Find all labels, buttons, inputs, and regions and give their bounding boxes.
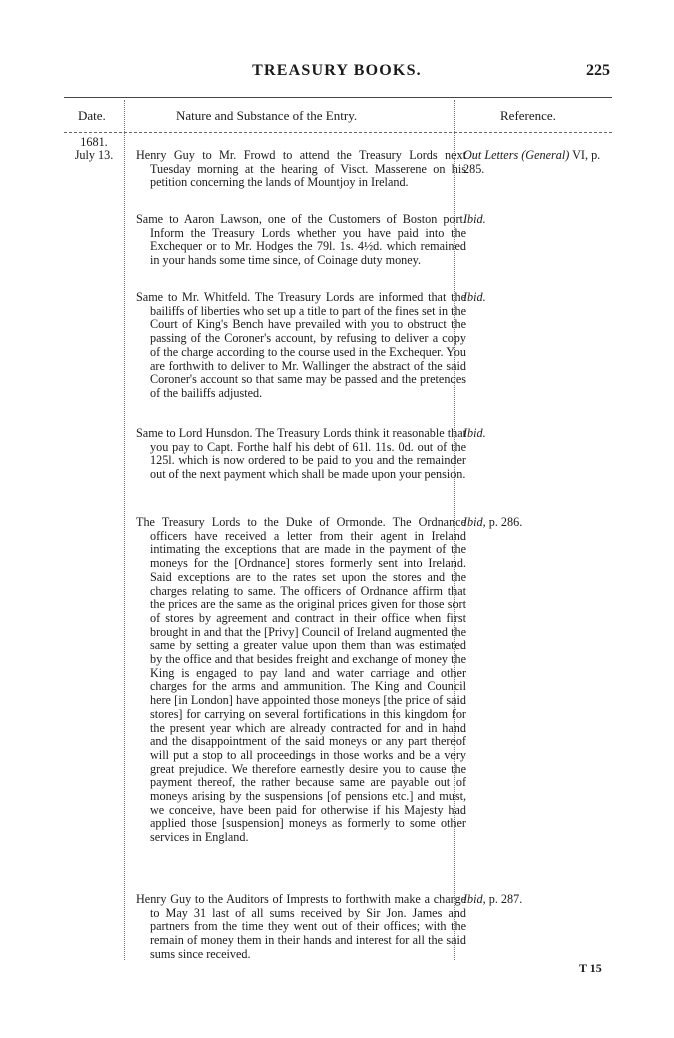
reference-italic: Ibid, (463, 515, 486, 529)
entry-text-5: The Treasury Lords to the Duke of Ormonde. The Ordnance officers have received a letter from their agent in Ireland intimating the exceptions that are made in the payment of the moneys for the [Ordnance] stores formerly sent into Ireland. Said exceptions are to the rates set upon the stores and the charges relating to same. The officers of Ordnance affirm that the prices are the same as the original prices given for those sort of stores by agreement and contract in their office when first brought in and that the [Privy] Council of Ireland augmented the same by setting a greater value upon them than was estimated by the office and that besides freight and exchange of money the King is engaged to pay land and water carriage and other charges for the arms and ammunition. The King and Council here [in London] have appointed those moneys [the price of said stores] for carrying on several fortifications in this kingdom for the present year which are already contracted for and in hand and the disappointment of the said moneys or any part thereof will put a stop to all proceedings in those works and be a very great prejudice. We therefore earnestly desire you to cause the payment thereof, the rather because same are payable out of moneys arising by the suspensions [of pensions etc.] and must, we conceive, have been paid for otherwise if his Majesty had applied those [suspension] moneys as formerly to some other services in England. (136, 515, 466, 845)
column-head-date: Date. (78, 108, 106, 123)
entry-reference-1 (463, 149, 613, 176)
page-number: 225 (586, 62, 610, 79)
reference-italic: Out Letters (General) (463, 148, 570, 162)
reference-italic: Ibid. (463, 426, 486, 440)
page-header (0, 62, 674, 82)
reference-italic: Ibid. (463, 290, 486, 304)
reference-plain: p. 287. (485, 892, 523, 906)
entry-reference-5 (463, 516, 613, 530)
reference-plain: p. 286. (485, 515, 523, 529)
entry-text-6: Henry Guy to the Auditors of Imprests to forthwith make a charge to May 31 last of all sums received by Sir Jon. James and partners from the time they went out of their offices; with the remain of money them in their hands and interest for all the said sums since received. (136, 892, 466, 961)
entry-year: 1681. (80, 135, 108, 149)
entry-text-4: Same to Lord Hunsdon. The Treasury Lords think it reasonable that you pay to Capt. Forthe half his debt of 61l. 11s. 0d. out of the 125l. which is now ordered to be paid to you and the remainder out of the next payment which shall be made upon your pension. (136, 426, 466, 482)
entry-text-3: Same to Mr. Whitfeld. The Treasury Lords are informed that the bailiffs of liberties who set up a title to part of the fines set in the Court of King's Bench have prevailed with you to obstruct the passing of the Coroner's account, by refusing to deliver a copy of the charge according to the course used in the Exchequer. You are forthwith to deliver to Mr. Wallinger the abstract of the said Coroner's account so that same may be passed and the pretences of the bailiffs adjusted. (136, 290, 466, 400)
printer-signature: T 15 (579, 961, 602, 975)
column-divider-left (124, 100, 125, 960)
entry-reference-4 (463, 427, 613, 441)
column-head-nature: Nature and Substance of the Entry. (176, 108, 358, 123)
entry-reference-3 (463, 291, 613, 305)
column-head-rule (64, 132, 612, 133)
entry-text-1: Henry Guy to Mr. Frowd to attend the Treasury Lords next Tuesday morning at the hearing of Visct. Masserene on his petition concerning the lands of Mountjoy in Ireland. (136, 148, 466, 190)
column-head-reference: Reference. (500, 108, 556, 123)
header-rule (64, 97, 612, 98)
reference-italic: Ibid. (463, 212, 486, 226)
entry-reference-6 (463, 893, 613, 907)
reference-italic: Ibid, (463, 892, 486, 906)
entry-text-2: Same to Aaron Lawson, one of the Customers of Boston port. Inform the Treasury Lords whether you have paid into the Exchequer or to Mr. Hodges the 79l. 1s. 4½d. which remained in your hands some time since, of Coinage duty money. (136, 212, 466, 268)
entry-date: July 13. (74, 148, 114, 162)
entry-reference-2 (463, 213, 613, 227)
page-title: TREASURY BOOKS. (252, 62, 422, 79)
reference-plain: VI, p. 285. (463, 148, 601, 176)
